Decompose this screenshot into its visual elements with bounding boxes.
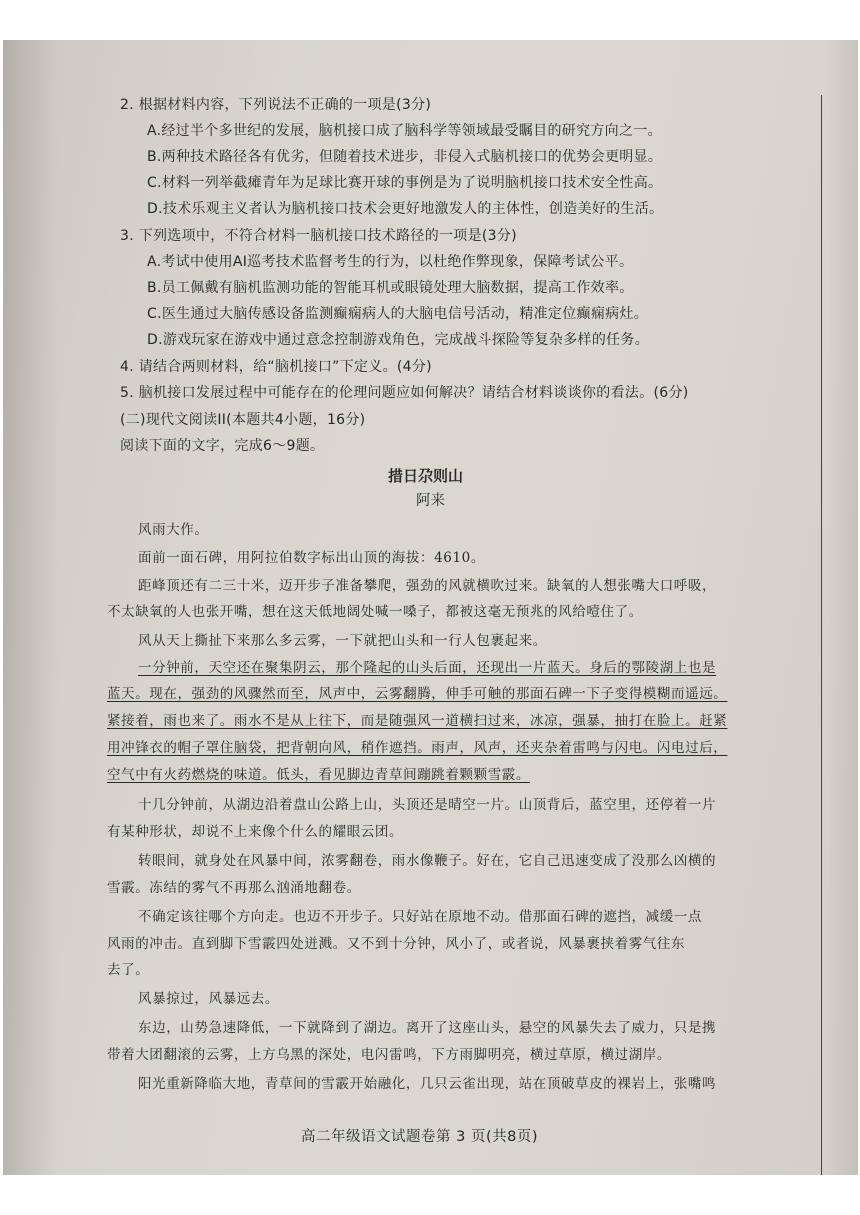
story-paragraph-line: 东边，山势急速降低，一下就降到了湖边。离开了这座山头，悬空的风暴失去了威力，只是携 bbox=[138, 1020, 717, 1036]
exam-content bbox=[3, 40, 858, 1175]
story-paragraph-line: 不确定该往哪个方向走。也迈不开步子。只好站在原地不动。借那面石碑的遮挡，减缓一点 bbox=[138, 909, 702, 925]
story-paragraph-line: 去了。 bbox=[107, 962, 150, 978]
section-instruction: 阅读下面的文字，完成6～9题。 bbox=[120, 438, 325, 454]
story-paragraph-line: 雪霰。冻结的雾气不再那么汹涌地翻卷。 bbox=[107, 880, 361, 896]
question-3-stem: 3. 下列选项中，不符合材料一脑机接口技术路径的一项是(3分) bbox=[120, 228, 517, 244]
question-3-option-a: A.考试中使用AI巡考技术监督考生的行为，以杜绝作弊现象，保障考试公平。 bbox=[147, 254, 634, 270]
question-5: 5. 脑机接口发展过程中可能存在的伦理问题应如何解决？请结合材料谈谈你的看法。(6分) bbox=[120, 385, 689, 401]
story-paragraph-line: 有某种形状，却说不上来像个什么的耀眼云团。 bbox=[107, 824, 404, 840]
story-paragraph-line: 阳光重新降临大地，青草间的雪霰开始融化，几只云雀出现，站在顶破草皮的裸岩上，张嘴鸣 bbox=[138, 1076, 717, 1092]
question-2-option-b: B.两种技术路径各有优劣，但随着技术进步，非侵入式脑机接口的优势会更明显。 bbox=[147, 149, 663, 165]
story-paragraph-line: 带着大团翻滚的云雾，上方乌黑的深处，电闪雷鸣，下方雨脚明亮，横过草原，横过湖岸。 bbox=[107, 1047, 671, 1063]
story-author: 阿来 bbox=[416, 493, 445, 509]
story-paragraph-line: 风从天上撕扯下来那么多云雾，一下就把山头和一行人包裹起来。 bbox=[138, 633, 547, 649]
section-heading: (二)现代文阅读II(本题共4小题，16分) bbox=[120, 412, 366, 428]
story-paragraph-line: 风雨大作。 bbox=[138, 522, 209, 538]
question-3-option-b: B.员工佩戴有脑机监测功能的智能耳机或眼镜处理大脑数据，提高工作效率。 bbox=[147, 280, 634, 296]
question-2-option-d: D.技术乐观主义者认为脑机接口技术会更好地激发人的主体性，创造美好的生活。 bbox=[147, 201, 664, 217]
story-title: 措日尕则山 bbox=[388, 467, 464, 485]
story-paragraph-line: 十几分钟前，从湖边沿着盘山公路上山，头顶还是晴空一片。山顶背后，蓝空里，还停着一片 bbox=[138, 797, 717, 813]
story-paragraph-line: 风雨的冲击。直到脚下雪霰四处迸溅。又不到十分钟，风小了，或者说，风暴裹挟着雾气往东 bbox=[107, 936, 686, 952]
question-2-stem: 2. 根据材料内容，下列说法不正确的一项是(3分) bbox=[120, 97, 432, 113]
story-underlined-line: 一分钟前，天空还在聚集阴云，那个隆起的山头后面，还现出一片蓝天。身后的鄂陵湖上也是 bbox=[138, 660, 717, 676]
story-paragraph-line: 转眼间，就身处在风暴中间，浓雾翻卷，雨水像鞭子。好在，它自己迅速变成了没那么凶横的 bbox=[138, 853, 717, 869]
question-3-option-c: C.医生通过大脑传感设备监测癫痫病人的大脑电信号活动，精准定位癫痫病灶。 bbox=[147, 306, 649, 322]
story-paragraph-line: 风暴掠过，风暴远去。 bbox=[138, 991, 279, 1007]
story-underlined-line: 紧接着，雨也来了。雨水不是从上往下，而是随强风一道横扫过来，冰凉，强暴，抽打在脸上。赶紧 bbox=[107, 713, 728, 729]
story-paragraph-line: 距峰顶还有二三十米，迈开步子准备攀爬，强劲的风就横吹过来。缺氧的人想张嘴大口呼吸， bbox=[138, 578, 717, 594]
story-underlined-line: 空气中有火药燃烧的味道。低头，看见脚边青草间蹦跳着颗颗雪霰。 bbox=[107, 767, 530, 783]
question-2-option-c: C.材料一列举截瘫青年为足球比赛开球的事例是为了说明脑机接口技术安全性高。 bbox=[147, 175, 663, 191]
page-footer: 高二年级语文试题卷第 3 页(共8页) bbox=[301, 1129, 538, 1145]
story-paragraph-line: 不太缺氧的人也张开嘴，想在这天低地阔处喊一嗓子，都被这毫无预兆的风给噎住了。 bbox=[107, 604, 643, 620]
question-3-option-d: D.游戏玩家在游戏中通过意念控制游戏角色，完成战斗探险等复杂多样的任务。 bbox=[147, 332, 650, 348]
story-paragraph-line: 面前一面石碑，用阿拉伯数字标出山顶的海拔：4610。 bbox=[138, 550, 485, 566]
story-underlined-line: 用冲锋衣的帽子罩住脑袋，把背朝向风，稍作遮挡。雨声，风声，还夹杂着雷鸣与闪电。闪电过后， bbox=[107, 740, 728, 756]
question-2-option-a: A.经过半个多世纪的发展，脑机接口成了脑科学等领域最受瞩目的研究方向之一。 bbox=[147, 123, 662, 139]
story-underlined-line: 蓝天。现在，强劲的风骤然而至，风声中，云雾翻腾，伸手可触的那面石碑一下子变得模糊而遥远。 bbox=[107, 686, 728, 702]
photographed-exam-page bbox=[3, 40, 858, 1175]
question-4: 4. 请结合两则材料，给“脑机接口”下定义。(4分) bbox=[120, 359, 432, 375]
